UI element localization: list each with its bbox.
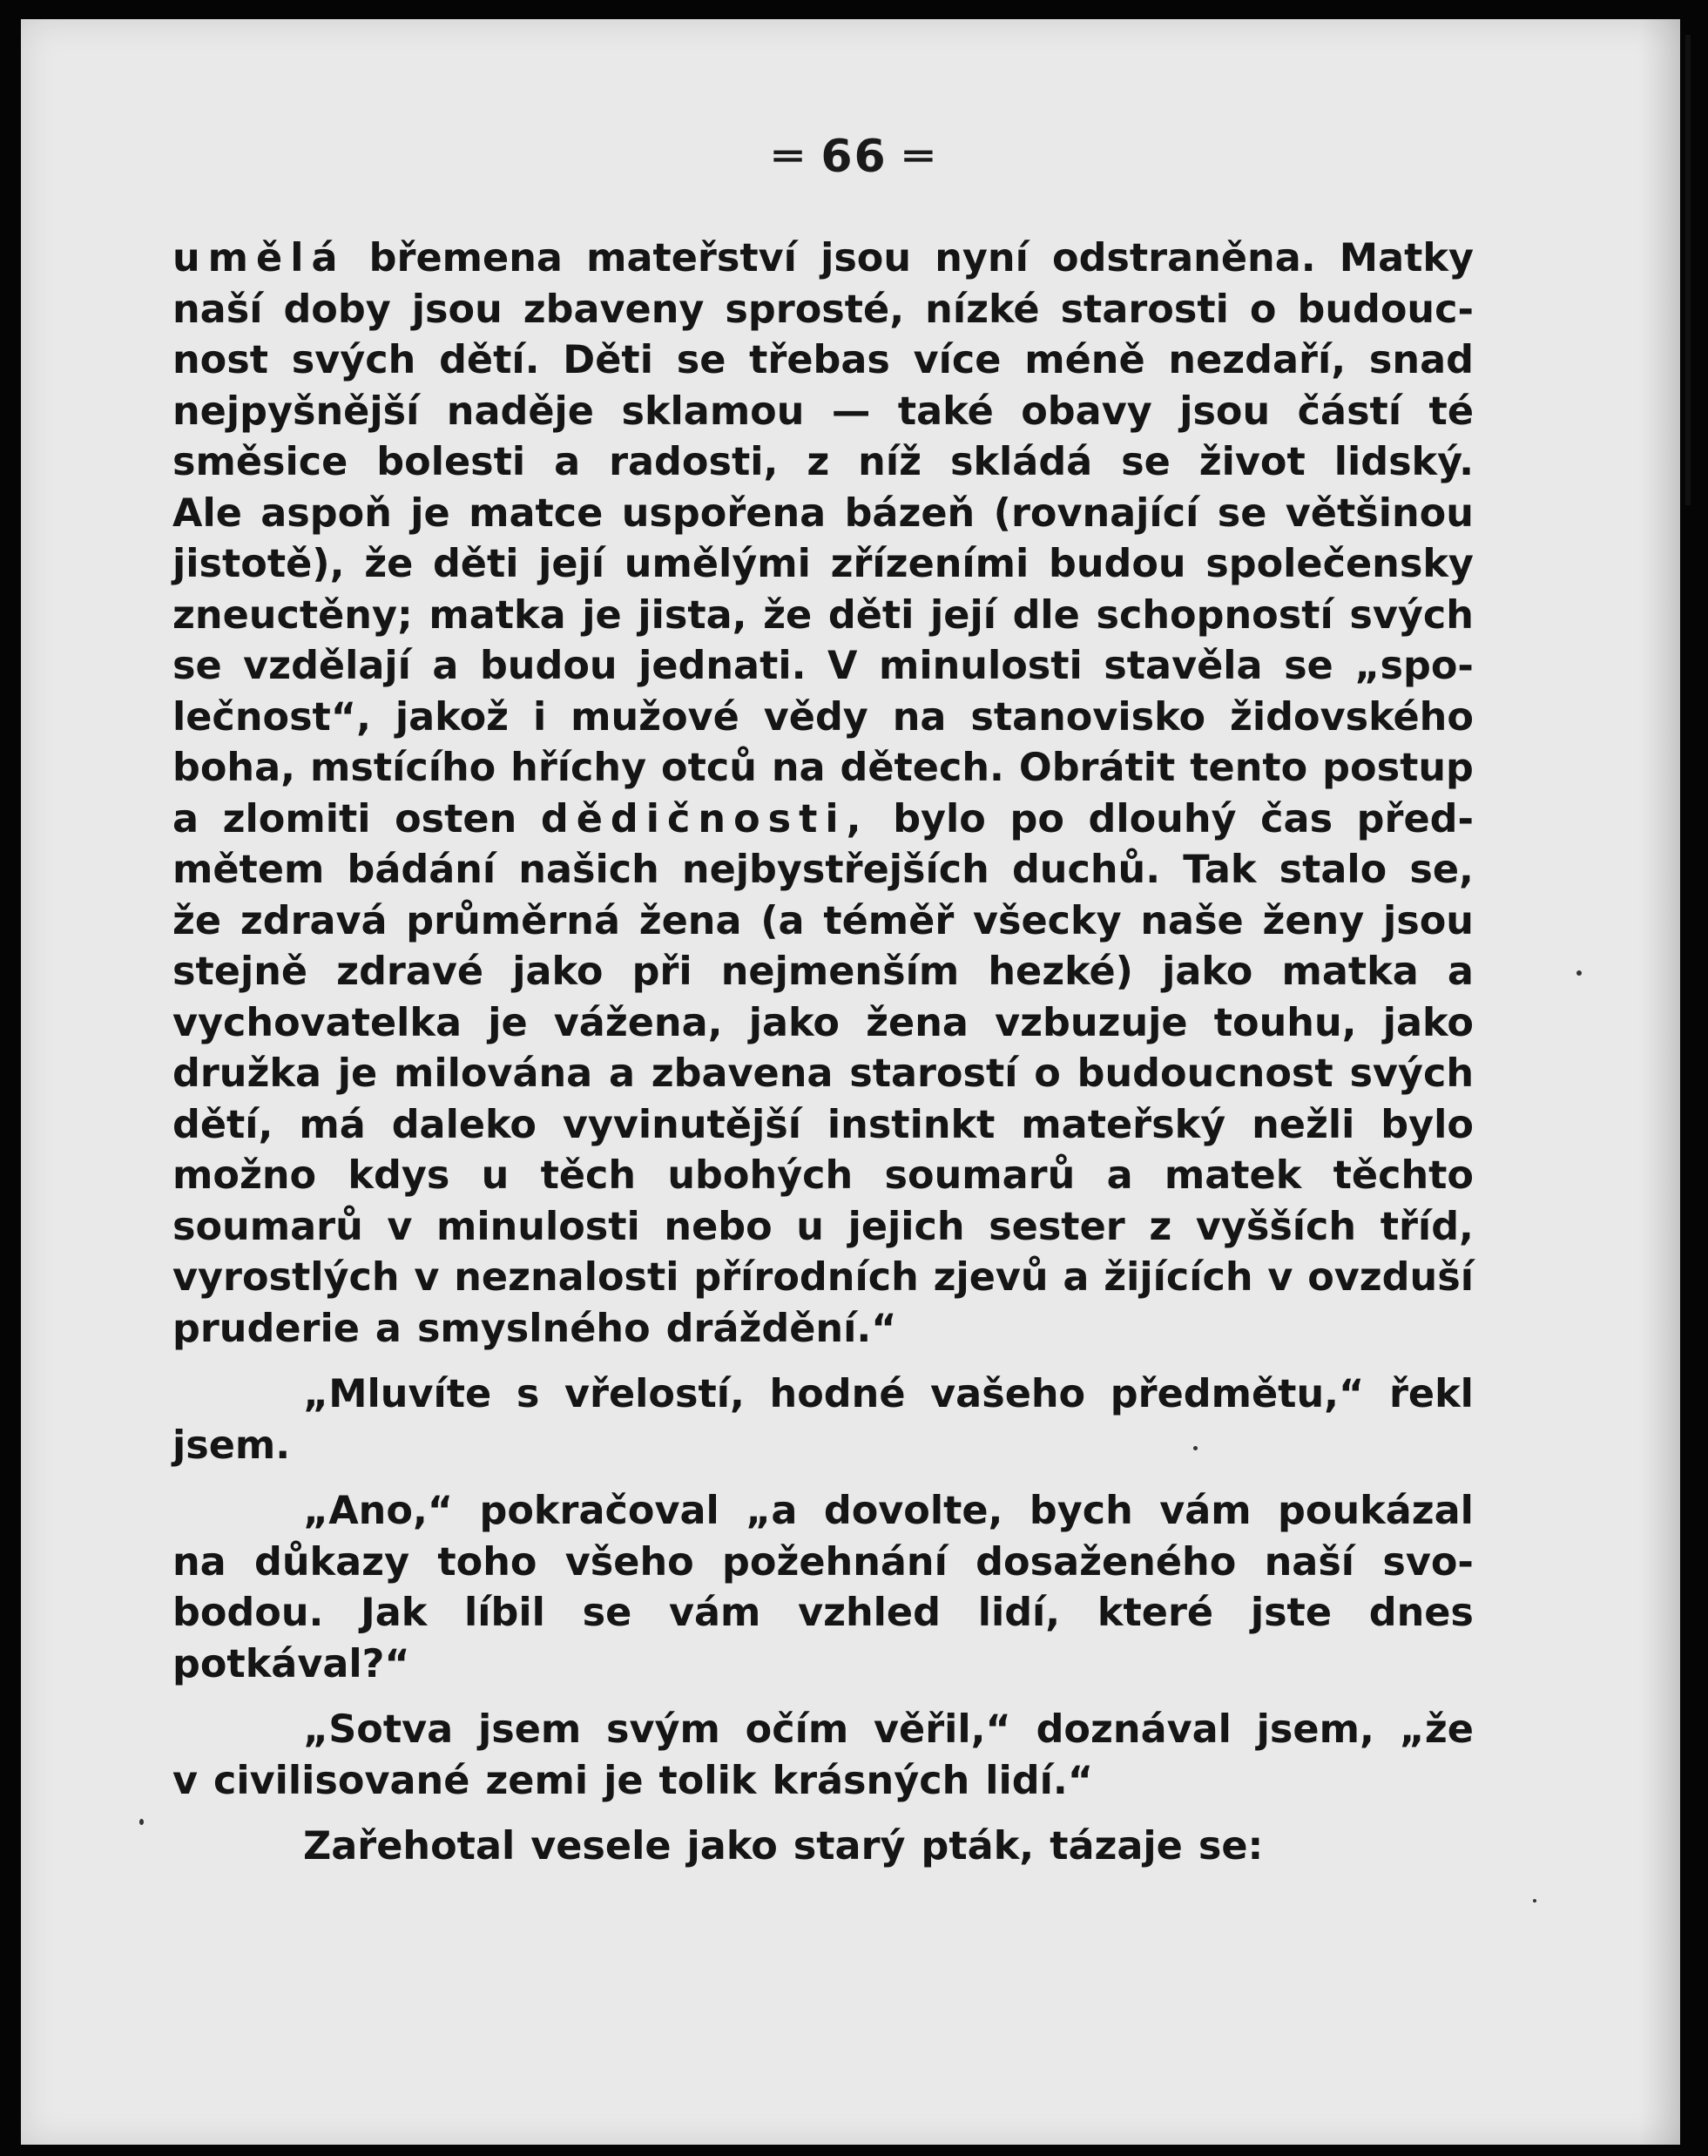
word: jako <box>686 1824 778 1869</box>
word: stanovisko <box>970 694 1206 740</box>
word: u <box>796 1204 824 1249</box>
word: také <box>897 389 994 434</box>
word: instinkt <box>827 1102 996 1147</box>
word: matce <box>469 490 604 536</box>
word: Jak <box>361 1591 428 1635</box>
text-line <box>172 1369 1474 1421</box>
word: jsem, <box>1256 1707 1374 1752</box>
word: a <box>1106 1153 1133 1198</box>
word: dědičnosti, <box>540 796 869 841</box>
word: jako <box>1382 1000 1474 1045</box>
text-line <box>172 1821 1474 1873</box>
word: jednati. <box>638 644 807 688</box>
text-line <box>172 1151 1474 1202</box>
word: níž <box>858 440 922 484</box>
word: tázaje <box>1050 1824 1183 1869</box>
word: mateřství <box>586 236 797 280</box>
text-line <box>172 896 1474 948</box>
text-line <box>172 437 1474 489</box>
word: sprosté, <box>725 287 905 332</box>
word: mětem <box>172 848 325 892</box>
word: více <box>913 338 1002 382</box>
word: bylo <box>893 796 986 841</box>
word: minulosti <box>878 644 1083 688</box>
word: a <box>1447 950 1474 994</box>
word: při <box>631 950 692 994</box>
word: soumarů <box>172 1204 363 1249</box>
word: její <box>930 592 996 638</box>
word: o <box>1249 287 1277 332</box>
word: umělými <box>624 542 811 586</box>
word: vědy <box>763 694 868 740</box>
word: pruderie <box>172 1306 360 1351</box>
word: téměř <box>823 898 955 943</box>
word: odstraněna. <box>1052 236 1316 280</box>
word: jsou <box>820 236 912 280</box>
word: minulosti <box>435 1204 640 1249</box>
word: očím <box>745 1707 849 1752</box>
word: milována <box>393 1051 593 1096</box>
word: zjevů <box>933 1255 1049 1300</box>
word: Matky <box>1339 236 1474 280</box>
word: a <box>375 1306 402 1351</box>
word: „že <box>1399 1707 1474 1752</box>
word: v <box>414 1255 440 1300</box>
word: jsou <box>411 287 503 332</box>
word: vesele <box>530 1824 672 1869</box>
word: dětech. <box>840 746 1004 790</box>
word: soumarů <box>884 1153 1076 1198</box>
word: jakož <box>395 694 510 740</box>
word: vřelostí, <box>564 1372 745 1416</box>
word: na <box>892 694 947 740</box>
text-line <box>172 845 1474 896</box>
word: otců <box>661 746 757 790</box>
word: naše <box>1140 898 1244 943</box>
word: starostí <box>849 1051 1018 1096</box>
word: mstícího <box>309 746 496 790</box>
text-line <box>172 743 1474 794</box>
word: je <box>337 1051 378 1096</box>
page-edge-shadow <box>1638 19 1680 2145</box>
word: matka <box>429 592 566 638</box>
word: zřízeními <box>830 542 1030 586</box>
word: se <box>172 644 222 688</box>
word: ženy <box>1262 898 1365 943</box>
word: žena <box>866 1000 969 1045</box>
word: většinou <box>1285 490 1474 536</box>
word: té <box>1428 389 1474 434</box>
word: dle <box>1012 592 1080 638</box>
word: smyslného <box>416 1306 651 1351</box>
word: jista, <box>638 592 747 638</box>
word: přírodních <box>693 1255 919 1300</box>
word: Tak <box>1183 848 1257 892</box>
word: možno <box>172 1153 317 1198</box>
word: před- <box>1356 796 1474 841</box>
word: částí <box>1297 389 1402 434</box>
word: jsou <box>1179 389 1271 434</box>
word: se <box>676 338 726 382</box>
word: a <box>432 644 459 688</box>
word: hříchy <box>510 746 647 790</box>
word: zbavena <box>651 1051 834 1096</box>
word: dlouhý <box>1088 796 1237 841</box>
word: a <box>1063 1255 1090 1300</box>
word: potkával?“ <box>172 1641 410 1686</box>
word: společensky <box>1205 542 1474 586</box>
word: žijících <box>1104 1255 1253 1300</box>
word: stalo <box>1279 848 1387 892</box>
word: naší <box>172 287 263 332</box>
word: dosaženého <box>976 1539 1237 1585</box>
word: které <box>1097 1591 1214 1635</box>
text-line <box>172 489 1474 540</box>
word: našich <box>518 848 659 892</box>
word: má <box>299 1102 366 1147</box>
word: důkazy <box>254 1539 410 1585</box>
word: o <box>1034 1051 1061 1096</box>
word: budou <box>1048 542 1186 586</box>
word: je <box>582 592 622 638</box>
word: i <box>532 694 547 740</box>
word: se: <box>1198 1824 1264 1869</box>
word: její <box>538 542 605 586</box>
word: dnes <box>1368 1591 1474 1635</box>
word: doby <box>283 287 391 332</box>
text-line <box>172 1486 1474 1538</box>
text-line <box>172 539 1474 591</box>
word: se <box>582 1591 632 1635</box>
word: svých <box>1349 1051 1474 1096</box>
word: „Mluvíte <box>303 1372 492 1416</box>
word: s <box>516 1372 540 1416</box>
header-dash-right: ═ <box>904 131 935 183</box>
text-line <box>172 693 1474 744</box>
text-line <box>172 591 1474 642</box>
text-line <box>172 1100 1474 1152</box>
text-line <box>172 233 1474 285</box>
word: vašeho <box>930 1372 1086 1416</box>
text-line <box>172 998 1474 1050</box>
word: jste <box>1250 1591 1333 1635</box>
word: civilisované <box>213 1758 470 1803</box>
word: „spo- <box>1354 644 1474 688</box>
word: vychovatelka <box>172 1000 462 1045</box>
word: že <box>763 592 813 638</box>
word: svým <box>606 1707 720 1752</box>
word: obavy <box>1021 389 1152 434</box>
word: v <box>172 1758 199 1803</box>
word: pták, <box>921 1824 1035 1869</box>
word: řekl <box>1388 1372 1474 1416</box>
word: třebas <box>749 338 890 382</box>
text-line <box>172 794 1474 846</box>
word: „Sotva <box>303 1707 454 1752</box>
word: boha, <box>172 746 296 790</box>
word: jejich <box>847 1204 965 1249</box>
word: duchů. <box>1011 848 1161 892</box>
word: neznalosti <box>454 1255 679 1300</box>
word: nízké <box>925 287 1040 332</box>
word: na <box>771 746 826 790</box>
word: postup <box>1322 746 1474 790</box>
word: bodou. <box>172 1591 324 1635</box>
word: jistotě), <box>172 542 345 586</box>
word: zdravé <box>336 950 484 994</box>
word: se, <box>1409 848 1474 892</box>
word: budouc- <box>1297 287 1474 332</box>
word: naděje <box>446 389 594 434</box>
word: mateřský <box>1021 1102 1226 1147</box>
word: osten <box>395 796 517 841</box>
word: skládá <box>949 440 1093 484</box>
word: bylo <box>1381 1102 1474 1147</box>
paper-speck <box>1533 1899 1536 1903</box>
word: vzhled <box>798 1591 941 1635</box>
word: vyšších <box>1195 1204 1357 1249</box>
word: vyvinutější <box>562 1102 801 1147</box>
word: naší <box>1264 1539 1355 1585</box>
word: (a <box>760 898 805 943</box>
word: vám <box>1159 1489 1252 1533</box>
text-line <box>172 1202 1474 1254</box>
word: zbaveny <box>523 287 705 332</box>
word: všeho <box>564 1539 694 1585</box>
text-line <box>172 947 1474 998</box>
word: vzbuzuje <box>995 1000 1188 1045</box>
word: Ale <box>172 490 242 536</box>
text-line <box>172 1253 1474 1304</box>
word: z <box>1149 1204 1172 1249</box>
word: zlomiti <box>222 796 371 841</box>
word: — <box>831 389 871 434</box>
text-line <box>172 1588 1474 1639</box>
word: budoucnost <box>1077 1051 1333 1096</box>
word: tento <box>1190 746 1308 790</box>
word: vám <box>668 1591 761 1635</box>
word: poukázal <box>1278 1489 1474 1533</box>
word: nezdaří, <box>1168 338 1347 382</box>
word: V <box>827 644 858 688</box>
word: starý <box>793 1824 906 1869</box>
paper-speck <box>1576 970 1582 976</box>
paper-speck <box>139 1819 144 1825</box>
word: čas <box>1260 796 1333 841</box>
word: stavěla <box>1104 644 1263 688</box>
word: a <box>172 796 199 841</box>
word: v <box>387 1204 413 1249</box>
word: zemi <box>485 1758 589 1803</box>
word: svých <box>291 338 416 382</box>
word: snad <box>1368 338 1474 382</box>
word: se <box>1121 440 1171 484</box>
text-line <box>172 335 1474 387</box>
word: předmětu,“ <box>1110 1372 1365 1416</box>
word: Zařehotal <box>303 1824 516 1869</box>
word: nost <box>172 338 269 382</box>
word: průměrná <box>406 898 620 943</box>
word: toho <box>437 1539 537 1585</box>
word: dětí, <box>172 1102 273 1147</box>
word: jsou <box>1382 898 1474 943</box>
word: a <box>608 1051 635 1096</box>
word: sester <box>989 1204 1125 1249</box>
word: svých <box>1349 592 1474 638</box>
word: dráždění.“ <box>665 1306 897 1351</box>
word: život <box>1198 440 1306 484</box>
word: nejbystřejších <box>681 848 989 892</box>
word: touhu, <box>1213 1000 1357 1045</box>
word: mužové <box>570 694 739 740</box>
word: a <box>554 440 581 484</box>
word: věřil,“ <box>874 1707 1011 1752</box>
word: bázeň <box>844 490 976 536</box>
word: dětí. <box>439 338 540 382</box>
word: lidí.“ <box>985 1758 1094 1803</box>
word: se <box>1217 490 1267 536</box>
header-dash-left: ═ <box>773 131 804 183</box>
word: vyrostlých <box>172 1255 400 1300</box>
word: bych <box>1029 1489 1133 1533</box>
word: vzdělají <box>243 644 411 688</box>
word: židovského <box>1230 694 1474 740</box>
text-line <box>172 387 1474 438</box>
word: těch <box>540 1153 637 1198</box>
word: se <box>1284 644 1333 688</box>
text-line <box>172 1049 1474 1100</box>
word: bolesti <box>376 440 526 484</box>
word: břemena <box>368 236 563 280</box>
text-line <box>172 1421 1474 1472</box>
word: žena <box>638 898 742 943</box>
word: družka <box>172 1051 322 1096</box>
word: že <box>364 542 414 586</box>
word: z <box>807 440 830 484</box>
word: ovzduší <box>1307 1255 1474 1300</box>
word: radosti, <box>609 440 779 484</box>
word: „a <box>746 1489 798 1533</box>
word: hodné <box>769 1372 906 1416</box>
word: ubohých <box>667 1153 854 1198</box>
page-binding-edge <box>1685 35 1691 505</box>
text-line <box>172 641 1474 693</box>
word: dovolte, <box>823 1489 1003 1533</box>
body-text <box>172 233 1474 1873</box>
word: je <box>410 490 450 536</box>
word: líbil <box>464 1591 545 1635</box>
word: budou <box>479 644 618 688</box>
word: daleko <box>391 1102 537 1147</box>
word: zneuctěny; <box>172 592 413 638</box>
word: zdravá <box>240 898 388 943</box>
word: lidí, <box>977 1591 1061 1635</box>
word: doznával <box>1036 1707 1232 1752</box>
word: pokračoval <box>479 1489 719 1533</box>
word: jsem <box>477 1707 582 1752</box>
word: uspořena <box>621 490 827 536</box>
text-line <box>172 1756 1474 1808</box>
word: jsem. <box>172 1423 291 1468</box>
word: kdys <box>348 1153 450 1198</box>
word: aspoň <box>260 490 392 536</box>
text-line <box>172 1538 1474 1589</box>
word: směsice <box>172 440 348 484</box>
word: bádání <box>347 848 496 892</box>
word: umělá <box>172 236 346 280</box>
word: nejmenším <box>720 950 960 994</box>
text-line <box>172 285 1474 336</box>
word: matek <box>1164 1153 1302 1198</box>
page-number: 66 <box>820 131 888 183</box>
word: stejně <box>172 950 308 994</box>
word: vážena, <box>553 1000 723 1045</box>
word: že <box>172 898 222 943</box>
word: „Ano,“ <box>303 1489 454 1533</box>
word: na <box>172 1539 226 1585</box>
word: všecky <box>972 898 1122 943</box>
word: lidský. <box>1333 440 1474 484</box>
word: krásných <box>772 1758 970 1803</box>
word: matka <box>1281 950 1419 994</box>
text-line <box>172 1304 1474 1355</box>
word: tolik <box>658 1758 757 1803</box>
word: jako <box>748 1000 840 1045</box>
word: Obrátit <box>1018 746 1176 790</box>
word: Děti <box>563 338 653 382</box>
word: u <box>481 1153 510 1198</box>
word: nyní <box>935 236 1029 280</box>
word: jako <box>512 950 604 994</box>
word: schopností <box>1096 592 1333 638</box>
word: těchto <box>1333 1153 1474 1198</box>
word: v <box>1267 1255 1293 1300</box>
word: méně <box>1024 338 1145 382</box>
word: starosti <box>1060 287 1229 332</box>
text-line <box>172 1705 1474 1756</box>
word: děti <box>432 542 519 586</box>
word: sklamou <box>621 389 805 434</box>
word: svo- <box>1382 1539 1474 1585</box>
word: nežli <box>1252 1102 1355 1147</box>
word: je <box>488 1000 528 1045</box>
word: požehnání <box>722 1539 948 1585</box>
word: je <box>604 1758 644 1803</box>
word: nebo <box>664 1204 773 1249</box>
word: hezké) <box>988 950 1134 994</box>
text-line <box>172 1639 1474 1691</box>
word: lečnost“, <box>172 694 371 740</box>
word: (rovnající <box>993 490 1199 536</box>
word: po <box>1009 796 1064 841</box>
word: nejpyšnější <box>172 389 420 434</box>
word: děti <box>827 592 915 638</box>
page-number-header <box>0 131 1708 183</box>
word: jako <box>1162 950 1253 994</box>
word: tříd, <box>1380 1204 1474 1249</box>
